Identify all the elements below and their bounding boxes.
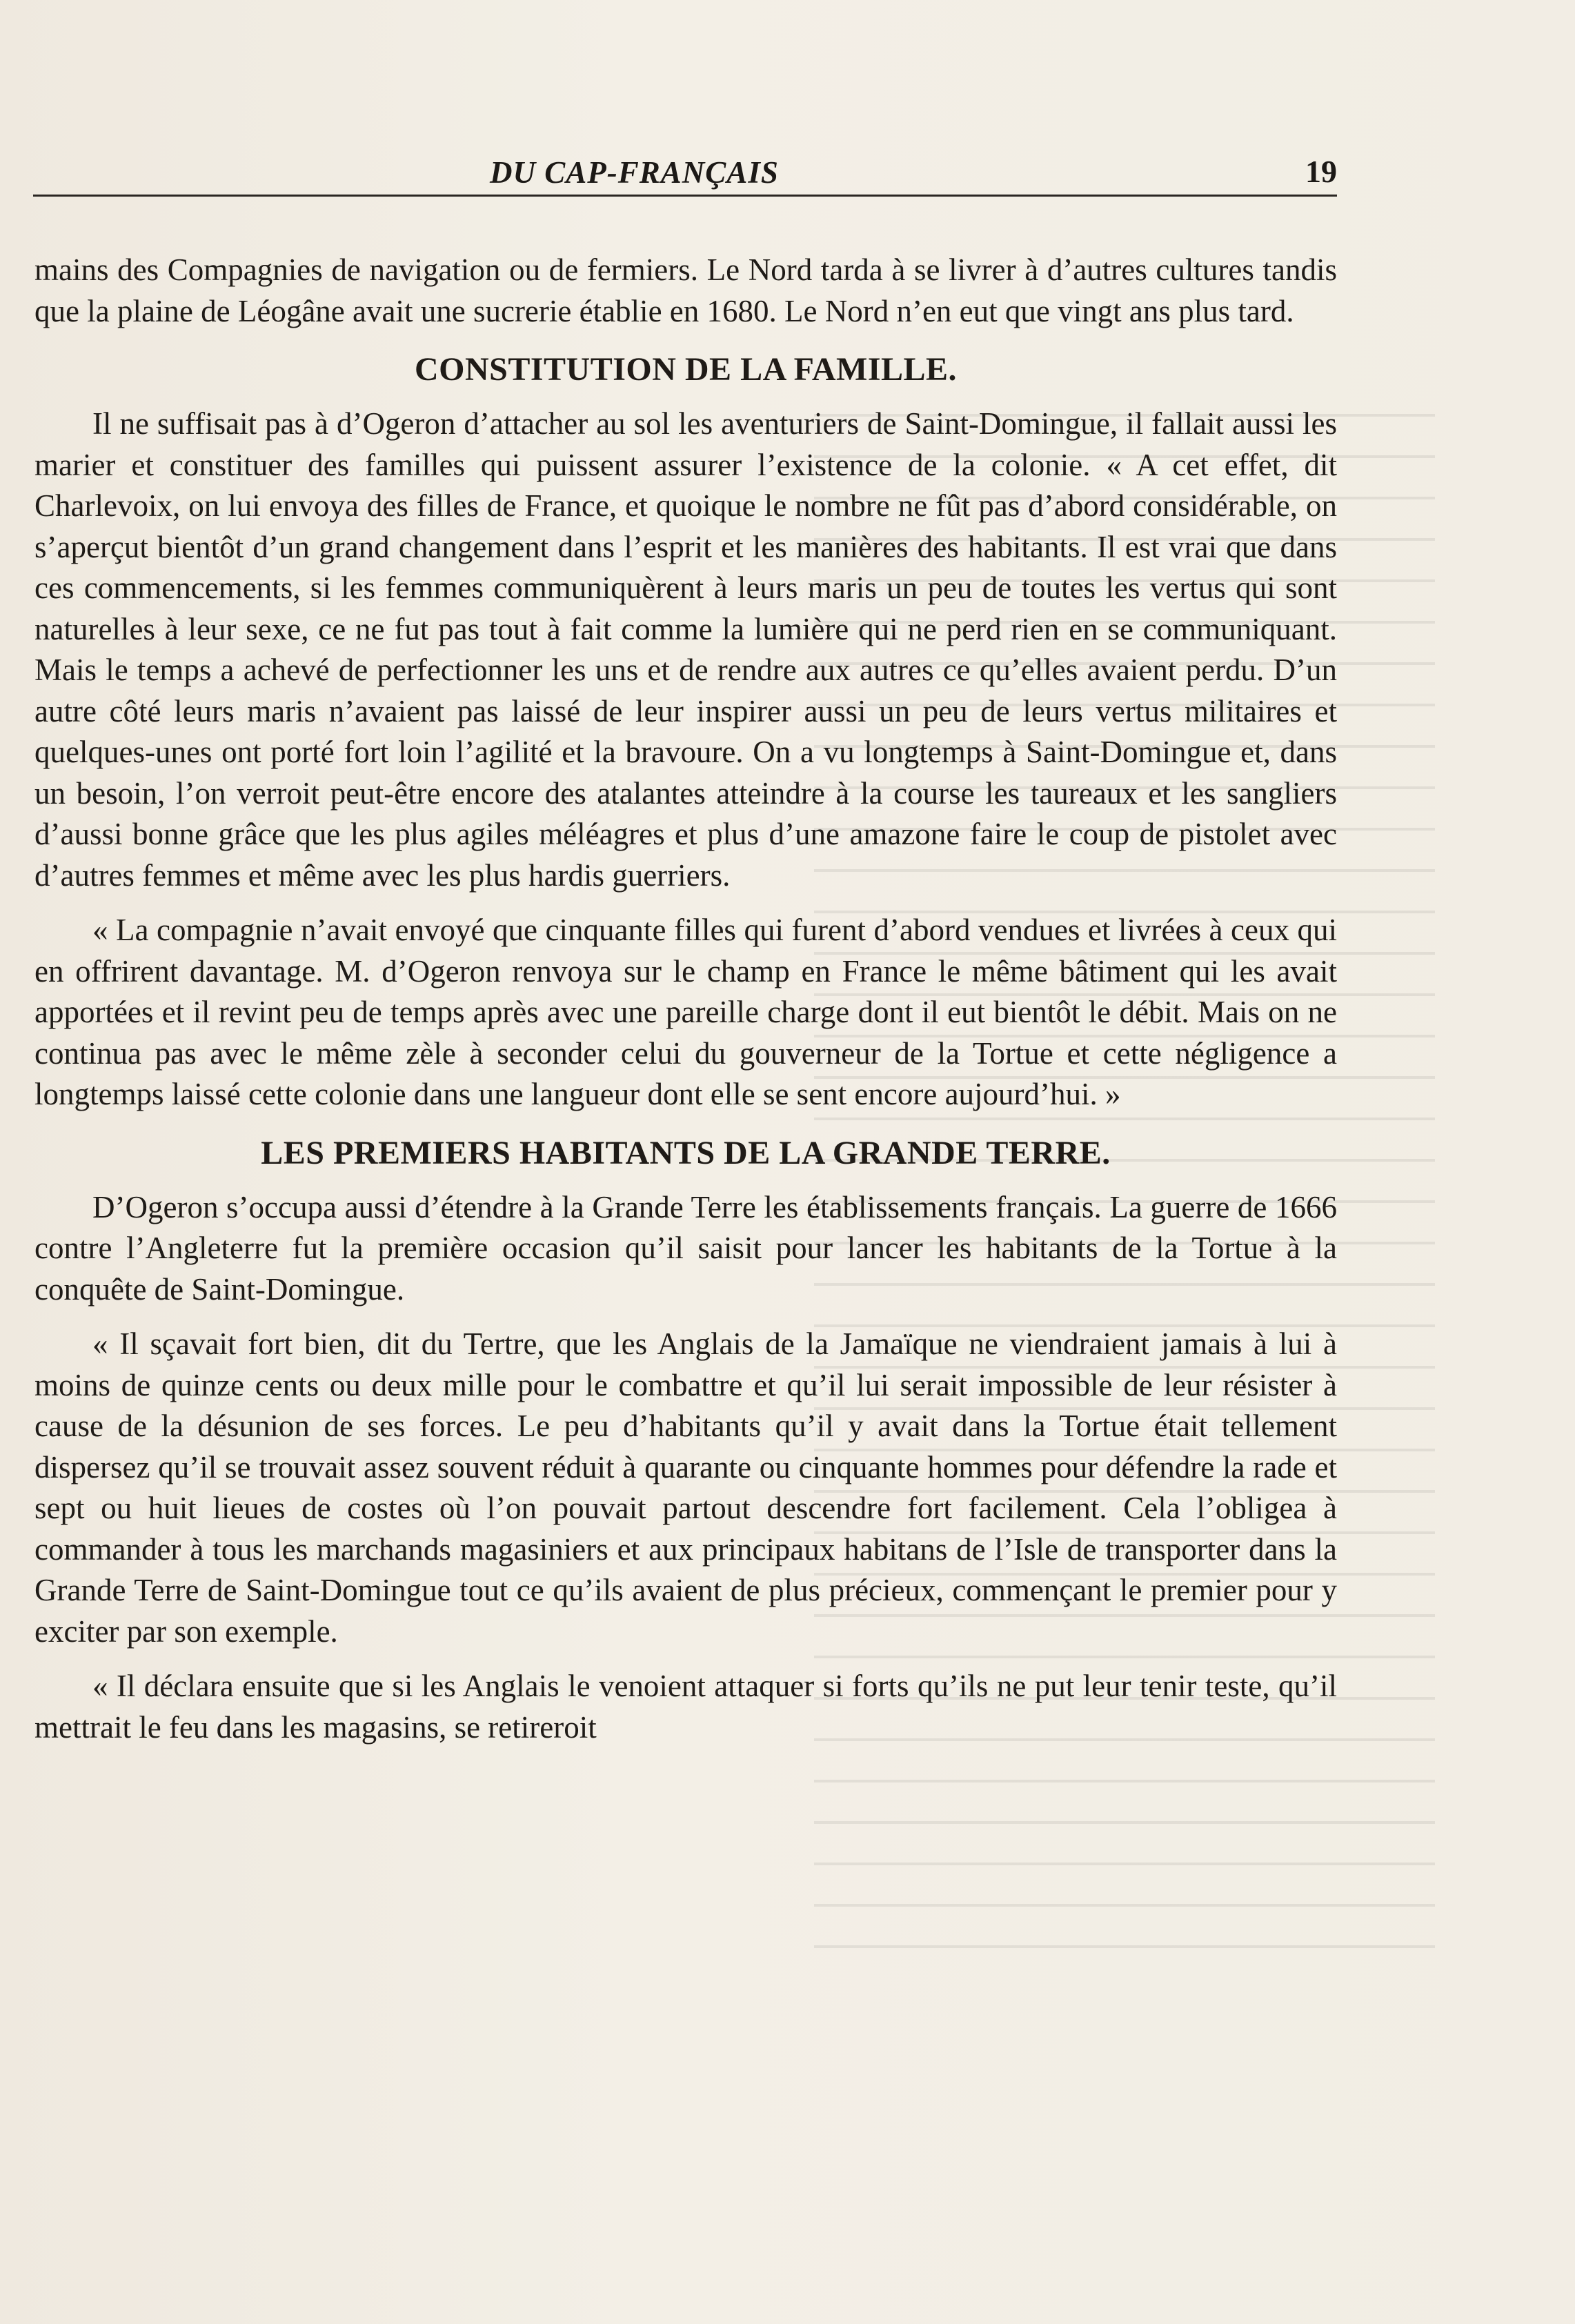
header-rule [33,195,1337,197]
paragraph-5: « Il sçavait fort bien, dit du Tertre, que les Anglais de la Jamaïque ne viendraient jamais à lui à moins de quinze cents ou deux mille pour le combattre et qu’il lui serait impossible de leur résister à cause de la désunion de ses forces. Le peu d’habitants qu’il y avait dans la Tortue était tellement dispersez qu’il se trouvait assez souvent réduit à quarante ou cinquante hommes pour défendre la rade et sept ou huit lieues de costes où l’on pouvait partout descendre fort facilement. Cela l’obligea à commander à tous les marchands magasiniers et aux principaux habitans de l’Isle de transporter dans la Grande Terre de Saint-Domingue tout ce qu’ils avaient de plus précieux, commençant le premier pour y exciter par son exemple. [34,1327,1337,1649]
running-head: DU CAP-FRANÇAIS [490,155,779,190]
page-number: 19 [1305,154,1337,189]
page-header [33,150,1337,200]
paragraph-4: D’Ogeron s’occupa aussi d’étendre à la Grande Terre les établissements français. La guerre de 1666 contre l’Angleterre fut la première occasion qu’il saisit pour lancer les habitants de la Tortue à la conquête de Saint-Domingue. [34,1189,1337,1307]
section-heading-premiers-habitants: LES PREMIERS HABITANTS DE LA GRANDE TERRE. [261,1134,1111,1171]
paragraph-1: mains des Compagnies de navigation ou de fermiers. Le Nord tarda à se livrer à d’autres cultures tandis que la plaine de Léogâne avait une sucrerie établie en 1680. Le Nord n’en eut que vingt ans plus tard. [34,252,1337,328]
paragraph-2: Il ne suffisait pas à d’Ogeron d’attacher au sol les aventuriers de Saint-Domingue, il fallait aussi les marier et constituer des familles qui puissent assurer l’existence de la colonie. « A cet effet, dit Charlevoix, on lui envoya des filles de France, et quoique le nombre ne fût pas d’abord considérable, on s’aperçut bientôt d’un grand changement dans l’esprit et les manières des habitants. Il est vrai que dans ces commencements, si les femmes communiquèrent à leurs maris un peu de toutes les vertus qui sont naturelles à leur sexe, ce ne fut pas tout à fait comme la lumière qui ne perd rien en se communiquant. Mais le temps a achevé de perfectionner les uns et de rendre aux autres ce qu’elles avaient perdu. D’un autre côté leurs maris n’avaient pas laissé de leur inspirer aussi un peu de leurs vertus militaires et quelques-unes ont porté fort loin l’agilité et la bravoure. On a vu longtemps à Saint-Domingue et, dans un besoin, l’on verroit peut-être encore des atalantes atteindre à la course les taureaux et les sangliers d’aussi bonne grâce que les plus agiles méléagres et plus d’une amazone faire le coup de pistolet avec d’autres femmes et même avec les plus hardis guerriers. [34,406,1337,893]
section-heading-famille: CONSTITUTION DE LA FAMILLE. [414,351,958,388]
paragraph-3: « La compagnie n’avait envoyé que cinquante filles qui furent d’abord vendues et livrées à ceux qui en offrirent davantage. M. d’Ogeron renvoya sur le champ en France le même bâtiment qui les avait apportées et il revint peu de temps après avec une pareille charge dont il eut bientôt le débit. Mais on ne continua pas avec le même zèle à seconder celui du gouverneur de la Tortue et cette négligence a longtemps laissé cette colonie dans une langueur dont elle se sent encore aujourd’hui. » [34,913,1337,1111]
paragraph-6: « Il déclara ensuite que si les Anglais le venoient attaquer si forts qu’ils ne put leur tenir teste, qu’il mettrait le feu dans les magasins, se retireroit [34,1669,1337,1745]
page-body [34,250,1337,1762]
